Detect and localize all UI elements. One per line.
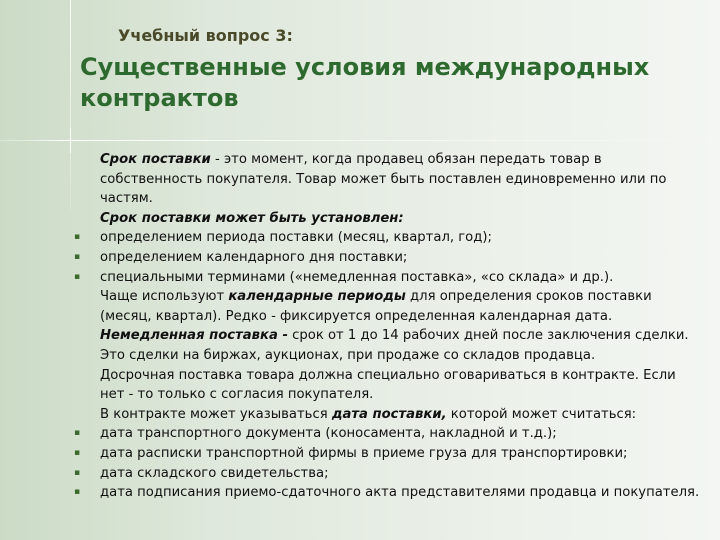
list-item — [74, 268, 704, 288]
decorative-horizontal-line — [0, 140, 720, 141]
list-item-text: дата транспортного документа (коносамента, накладной и т.д.); — [100, 426, 557, 442]
list-item — [74, 444, 704, 464]
bullet-icon: ▪ — [74, 232, 81, 243]
paragraph-calendar-periods — [74, 287, 704, 326]
paragraph-text: которой может считаться: — [446, 406, 637, 422]
list-item-text: определением периода поставки (месяц, квартал, год); — [100, 230, 492, 246]
bullet-icon: ▪ — [74, 467, 81, 478]
slide-body — [74, 150, 704, 503]
slide-title: Существенные условия международных контрактов — [80, 53, 650, 112]
list-item — [74, 248, 704, 268]
list-item-text: определением календарного дня поставки; — [100, 249, 408, 265]
term-delivery: Срок поставки — [100, 152, 211, 167]
bullet-icon: ▪ — [74, 428, 81, 439]
slide-subtitle: Учебный вопрос 3: — [118, 26, 293, 45]
list-item-text: дата подписания приемо-сдаточного акта представителями продавца и покупателя. — [100, 485, 700, 501]
paragraph-text: для определения сроков поставки (месяц, квартал). Редко - фиксируется определенная календарная дата. — [100, 289, 652, 324]
list-item-text: специальными терминами («немедленная поставка», «со склада» и др.). — [100, 269, 614, 285]
list-item — [74, 483, 704, 503]
paragraph-text: В контракте может указываться — [100, 406, 332, 422]
term-delivery-date: дата поставки, — [331, 406, 447, 422]
bullet-icon: ▪ — [74, 447, 81, 458]
paragraph-immediate-delivery — [74, 326, 704, 365]
decorative-vertical-line — [70, 0, 71, 210]
bullet-icon: ▪ — [74, 251, 81, 262]
list-item — [74, 464, 704, 484]
paragraph-delivery-term — [74, 150, 704, 209]
term-immediate-delivery: Немедленная поставка - — [100, 328, 288, 344]
list-item — [74, 228, 704, 248]
bullet-icon: ▪ — [74, 487, 81, 498]
heading-delivery-set: Срок поставки может быть установлен: — [100, 210, 404, 226]
paragraph-text: срок от 1 до 14 рабочих дней после заключения сделки. Это сделки на биржах, аукционах, при продаже со складов продавца. — [100, 328, 689, 363]
paragraph-text: - это момент, когда продавец обязан передать товар в собственность покупателя. Товар может быть поставлен единовременно или по частям. — [100, 152, 667, 207]
paragraph-text: Чаще используют — [100, 289, 229, 305]
list-item-text: дата расписки транспортной фирмы в приеме груза для транспортировки; — [100, 445, 628, 461]
term-calendar-periods: календарные периоды — [228, 289, 406, 305]
bullet-icon: ▪ — [74, 271, 81, 282]
list-item — [74, 424, 704, 444]
paragraph-delivery-date — [74, 405, 704, 425]
paragraph-early-delivery: Досрочная поставка товара должна специально оговариваться в контракте. Если нет - то только с согласия покупателя. — [100, 367, 676, 403]
list-item-text: дата складского свидетельства; — [100, 465, 329, 481]
